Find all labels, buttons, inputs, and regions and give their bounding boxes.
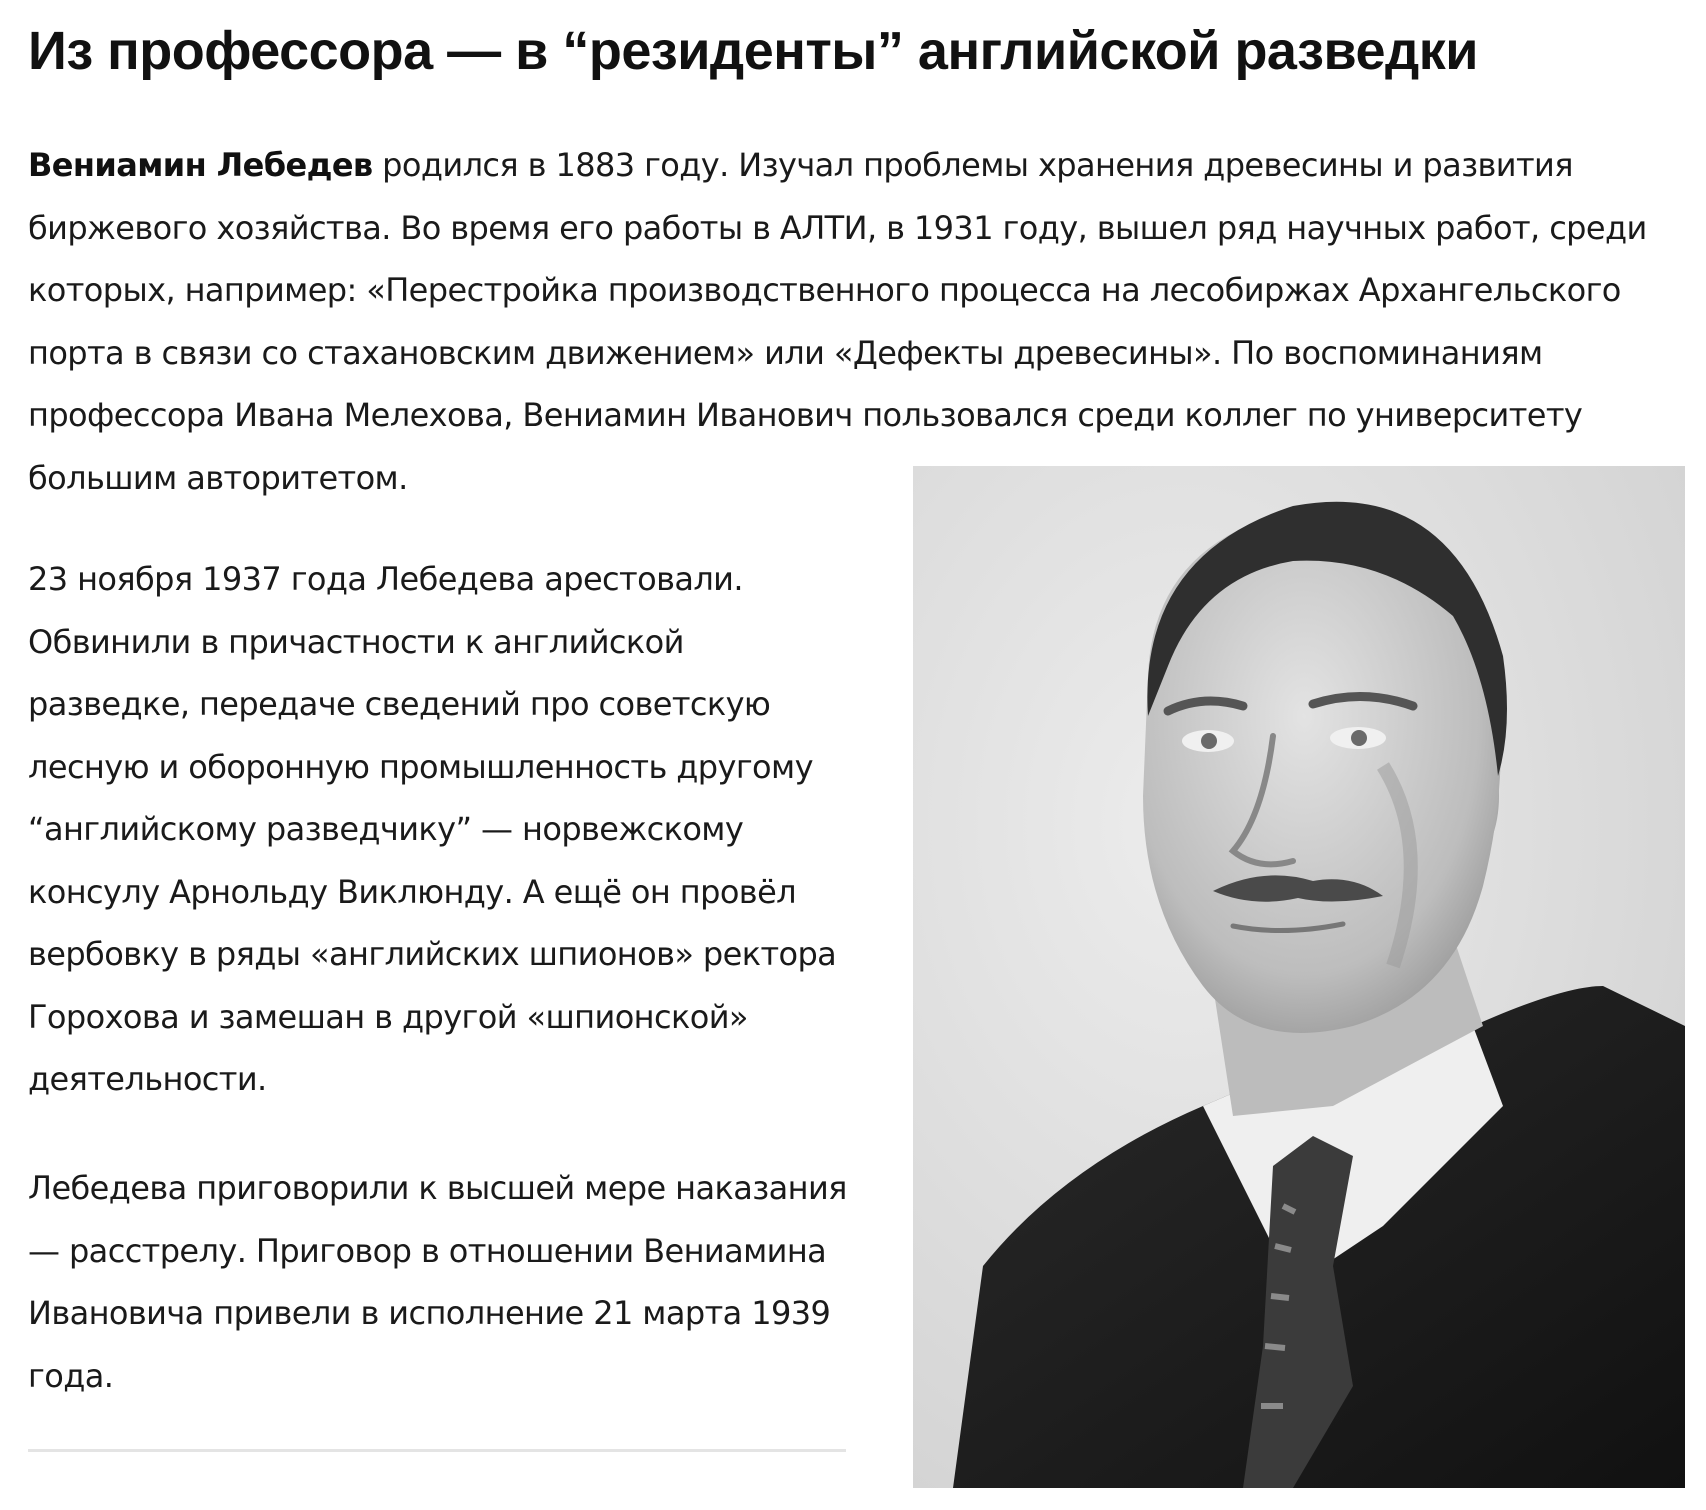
left-iris <box>1201 733 1217 749</box>
intro-paragraph <box>28 134 1658 509</box>
portrait-illustration <box>913 466 1685 1488</box>
intro-text: родился в 1883 году. Изучал проблемы хранения древесины и развития биржевого хозяйства. Во время его работы в АЛТИ, в 1931 году, вышел ряд научных работ, среди которых, например: «Перестройка производственного процесса на лесобиржах Архангельского порта в связи со стахановским движением» или «Дефекты древесины». По воспоминаниям профессора Ивана Мелехова, Вениамин Иванович пользовался среди коллег по университету большим авторитетом. <box>28 146 1647 497</box>
section-divider <box>28 1449 846 1452</box>
portrait-photo <box>913 466 1685 1488</box>
intro-lead-name: Вениамин Лебедев <box>28 146 373 184</box>
sentence-paragraph: Лебедева приговорили к высшей мере наказания — расстрелу. Приговор в отношении Вениамина Ивановича привели в исполнение 21 марта 1939 года. <box>28 1169 847 1395</box>
right-iris <box>1351 730 1367 746</box>
article-title: Из профессора — в “резиденты” английской разведки <box>28 21 1478 81</box>
arrest-paragraph: 23 ноября 1937 года Лебедева арестовали. Обвинили в причастности к английской разведке, передаче сведений про советскую лесную и оборонную промышленность другому “английскому разведчику” — норвежскому консулу Арнольду Виклюнду. А ещё он провёл вербовку в ряды «английских шпионов» ректора Горохова и замешан в другой «шпионской» деятельности. <box>28 560 837 1098</box>
